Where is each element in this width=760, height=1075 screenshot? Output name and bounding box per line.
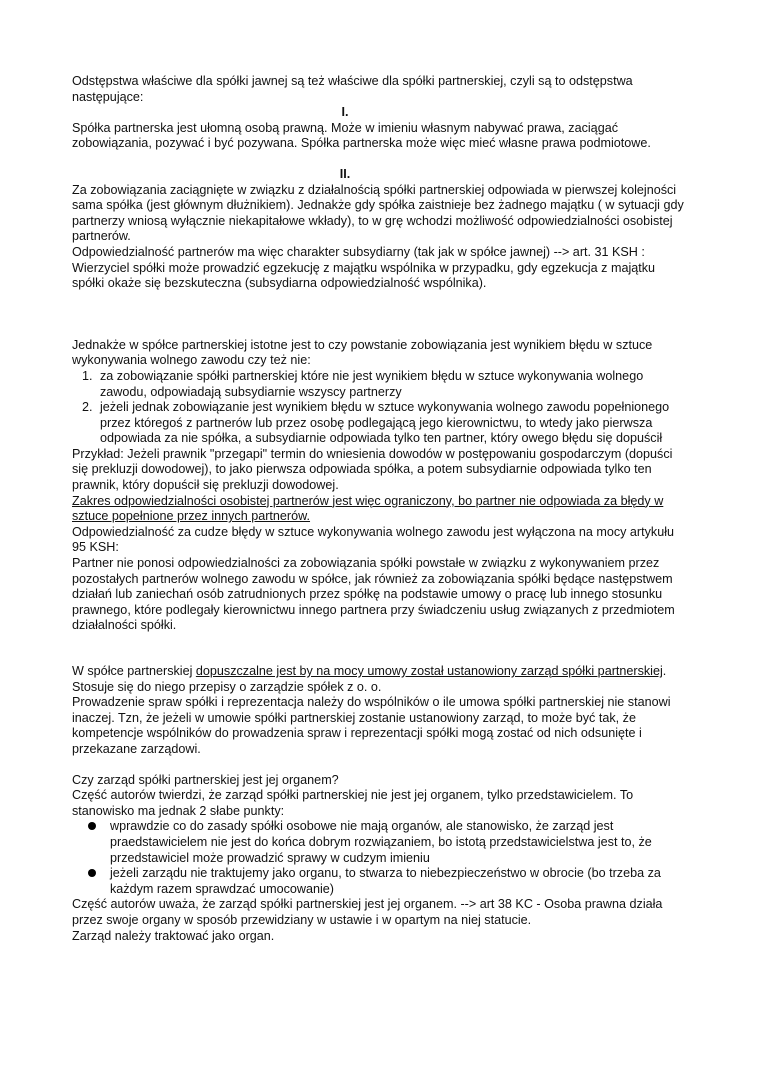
paragraph-conclusion: Zarząd należy traktować jako organ.: [72, 928, 275, 943]
list-item-text: wprawdzie co do zasady spółki osobowe nie mają organów, ale stanowisko, że zarząd jest praedstawicielem nie jest do końca dobrym rozwiązaniem, bo istotą przedstawicielstwa jest to, że przedstawiciel może prowadzić sprawy w cudzym imieniu: [110, 819, 652, 865]
list-item-text: jeżeli zarządu nie traktujemy jako organu, to stwarza to niebezpieczeństwo w obrocie (bo trzeba za każdym razem sprawdzać umocowanie): [110, 866, 661, 896]
paragraph-liability: Za zobowiązania zaciągnięte w związku z działalnością spółki partnerskiej odpowiada w pierwszej kolejności sama spółka (jest głównym dłużnikiem). Jednakże gdy spółka zaistnieje bez żadnego majątku ( w sytuacji gdy partnerzy wniosą wyłącznie niekapitałowe wkłady), to w grę wchodzi możliwość odpowiedzialności osobistej partnerów.: [72, 182, 684, 244]
spacer: [72, 152, 690, 167]
section-heading-1: I.: [341, 105, 349, 120]
spacer: [72, 292, 690, 338]
paragraph-board: [72, 664, 690, 680]
list-item: [100, 866, 690, 897]
bullet-icon: [88, 822, 96, 830]
underlined-span: dopuszczalne jest by na mocy umowy został ustanowiony zarząd spółki partnerskiej: [195, 664, 663, 678]
paragraph-art-95: Odpowiedzialność za cudze błędy w sztuce wykonywania wolnego zawodu jest wyłączona na mocy artykułu 95 KSH:: [72, 524, 675, 555]
list-item: 1. za zobowiązanie spółki partnerskiej które nie jest wynikiem błędu w sztuce wykonywania wolnego zawodu, odpowiadają subsydiarnie wszyscy partnerzy: [96, 369, 690, 400]
spacer: [72, 758, 690, 773]
paragraph-authors-1: Część autorów twierdzi, że zarząd spółki partnerskiej nie jest jej organem, tylko przedstawicielem. To stanowisko ma jednak 2 słabe punkty:: [72, 788, 634, 818]
paragraph-board-rules: Stosuje się do niego przepisy o zarządzie spółek z o. o.: [72, 679, 382, 694]
paragraph-authors-2: Część autorów uważa, że zarząd spółki partnerskiej jest jej organem. --> art 38 KC - Osoba prawna działa przez swoje organy w sposób przewidziany w ustawie i w opartym na niej statucie.: [72, 897, 663, 927]
paragraph-scope-underlined: Zakres odpowiedzialności osobistej partnerów jest więc ograniczony, bo partner nie odpowiada za błędy w sztuce popełnione przez innych partnerów.: [72, 493, 664, 524]
bullet-list: [72, 819, 690, 897]
text-span: .: [662, 664, 667, 678]
text-span: W spółce partnerskiej: [72, 664, 196, 678]
spacer: [72, 634, 690, 664]
paragraph-question: Czy zarząd spółki partnerskiej jest jej organem?: [72, 772, 339, 787]
paragraph-legal-personality: Spółka partnerska jest ułomną osobą prawną. Może w imieniu własnym nabywać prawa, zaciągać zobowiązania, pozywać i być pozywana. Spółka partnerska może więc mieć własne prawa podmiotowe.: [72, 120, 651, 151]
section-heading-2: II.: [339, 166, 351, 181]
paragraph-intro: Odstępstwa właściwe dla spółki jawnej są też właściwe dla spółki partnerskiej, czyli są to odstępstwa następujące:: [72, 74, 633, 104]
bullet-icon: [88, 869, 96, 877]
list-item: [100, 819, 690, 866]
document-page: [72, 74, 690, 944]
paragraph-art-95-quote: Partner nie ponosi odpowiedzialności za zobowiązania spółki powstałe w związku z wykonywaniem przez pozostałych partnerów wolnego zawodu w spółce, jak również za zobowiązania spółki będące następstwem działań lub zaniechań osób zatrudnionych przez spółkę na podstawie umowy o pracę lub innego stosunku prawnego, które podlegały kierownictwu innego partnera przy świadczeniu usług związanych z przedmiotem działalności spółki.: [72, 556, 675, 633]
list-item: 2. jeżeli jednak zobowiązanie jest wynikiem błędu w sztuce wykonywania wolnego zawodu popełnionego przez któregoś z partnerów lub przez osobę podlegającą jego kierownictwu, to wtedy jako pierwsza odpowiada za nie spółka, a subsydiarnie odpowiada tylko ten partner, który owego błędu się dopuścił: [96, 400, 690, 447]
paragraph-management: Prowadzenie spraw spółki i reprezentacja należy do wspólników o ile umowa spółki partnerskiej nie stanowi inaczej. Tzn, że jeżeli w umowie spółki partnerskiej zostanie ustanowiony zarząd, to może być tak, że kompetencje wspólników do prowadzenia spraw i reprezentacji spółki mogą zostać od nich odsunięte i przekazane zarządowi.: [72, 695, 671, 756]
paragraph-example: Przykład: Jeżeli prawnik "przegapi" termin do wniesienia dowodów w postępowaniu gospodarczym (dopuści się prekluzji dowodowej), to jako pierwsza odpowiada spółka, a potem subsydiarnie odpowiada tylko ten prawnik, który dopuścił się prekluzji dowodowej.: [72, 446, 673, 493]
paragraph-subsidiary: Odpowiedzialność partnerów ma więc charakter subsydiarny (tak jak w spółce jawnej) --> art. 31 KSH : Wierzyciel spółki może prowadzić egzekucję z majątku wspólnika w przypadku, gdy egzekucja z majątku spółki okaże się bezskuteczna (subsydiarna odpowiedzialność wspólnika).: [72, 244, 656, 291]
numbered-list: [72, 369, 690, 447]
paragraph-professional-error: Jednakże w spółce partnerskiej istotne jest to czy powstanie zobowiązania jest wynikiem błędu w sztuce wykonywania wolnego zawodu czy też nie:: [72, 337, 653, 368]
